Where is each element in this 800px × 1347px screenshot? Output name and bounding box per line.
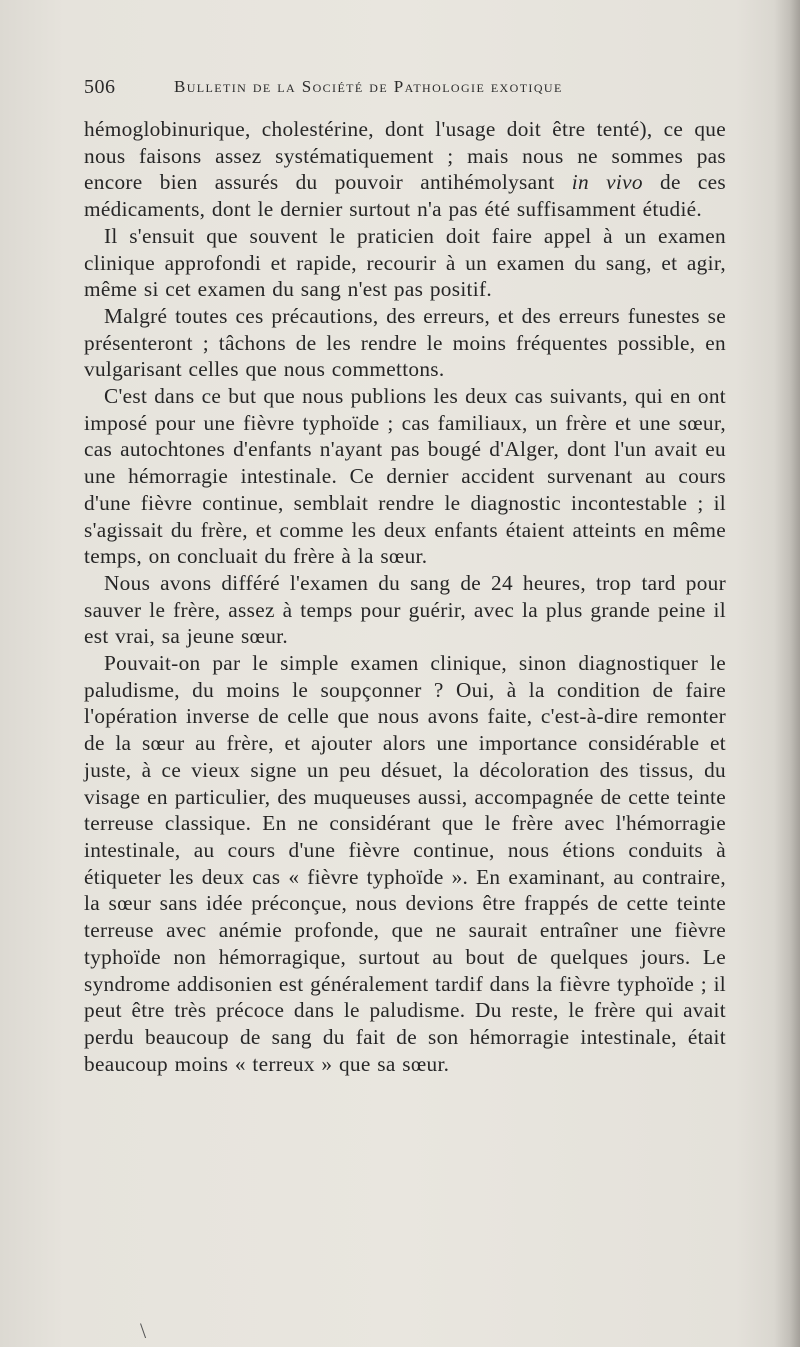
body-text <box>84 116 726 1077</box>
page-number: 506 <box>84 76 116 98</box>
paragraph-4: C'est dans ce but que nous publions les deux cas suivants, qui en ont imposé pour une fièvre typhoïde ; cas familiaux, un frère et une sœur, cas autochtones d'enfants n'ayant pas bougé d'Alger, dont l'un avait eu une hémorragie intestinale. Ce dernier accident survenant au cours d'une fièvre continue, semblait rendre le diagnostic incontestable ; il s'agissait du frère, et comme les deux enfants étaient atteints en même temps, on concluait du frère à la sœur. <box>84 384 726 569</box>
running-title: Bulletin de la Société de Pathologie exotique <box>174 77 563 96</box>
paragraph-1-text-b: de ces médicaments, dont le dernier surtout n'a pas été suffisamment étudié. <box>84 170 726 222</box>
stray-pencil-mark: \ <box>140 1318 147 1343</box>
paragraph-1 <box>84 116 726 223</box>
page-header <box>84 76 724 102</box>
paragraph-2: Il s'ensuit que souvent le praticien doit faire appel à un examen clinique approfondi et rapide, recourir à un examen du sang, et agir, même si cet examen du sang n'est pas positif. <box>84 223 726 302</box>
paragraph-1-text-a: hémoglobinurique, cholestérine, dont l'usage doit être tenté), ce que nous faisons assez systématiquement ; mais nous ne sommes pas encore bien assurés du pouvoir antihémolysant <box>84 117 726 195</box>
in-vivo-italic: in vivo <box>571 170 643 195</box>
paragraph-6: Pouvait-on par le simple examen clinique, sinon diagnostiquer le paludisme, du moins le soupçonner ? Oui, à la condition de faire l'opération inverse de celle que nous avons faite, c'est-à-dire remonter de la sœur au frère, et ajouter alors une importance considérable et juste, à ce vieux signe un peu désuet, la décoloration des tissus, du visage en particulier, des muqueuses aussi, accompagnée de cette teinte terreuse classique. En ne considérant que le frère avec l'hémorragie intestinale, au cours d'une fièvre continue, nous étions conduits à étiqueter les deux cas « fièvre typhoïde ». En examinant, au contraire, la sœur sans idée préconçue, nous devions être frappés de cette teinte terreuse avec anémie profonde, que ne saurait entraîner une fièvre typhoïde non hémorragique, surtout au bout de quelques jours. Le syndrome addisonien est généralement tardif dans la fièvre typhoïde ; il peut être très précoce dans le paludisme. Du reste, le frère qui avait perdu beaucoup de sang du fait de son hémorragie intestinale, était beaucoup moins « terreux » que sa sœur. <box>84 651 726 1076</box>
paragraph-3: Malgré toutes ces précautions, des erreurs, et des erreurs funestes se présenteront ; tâchons de les rendre le moins fréquentes possible, en vulgarisant celles que nous commettons. <box>84 303 726 382</box>
paragraph-5: Nous avons différé l'examen du sang de 24 heures, trop tard pour sauver le frère, assez à temps pour guérir, avec la plus grande peine il est vrai, sa jeune sœur. <box>84 570 726 649</box>
page-edge-shadow <box>774 0 800 1347</box>
